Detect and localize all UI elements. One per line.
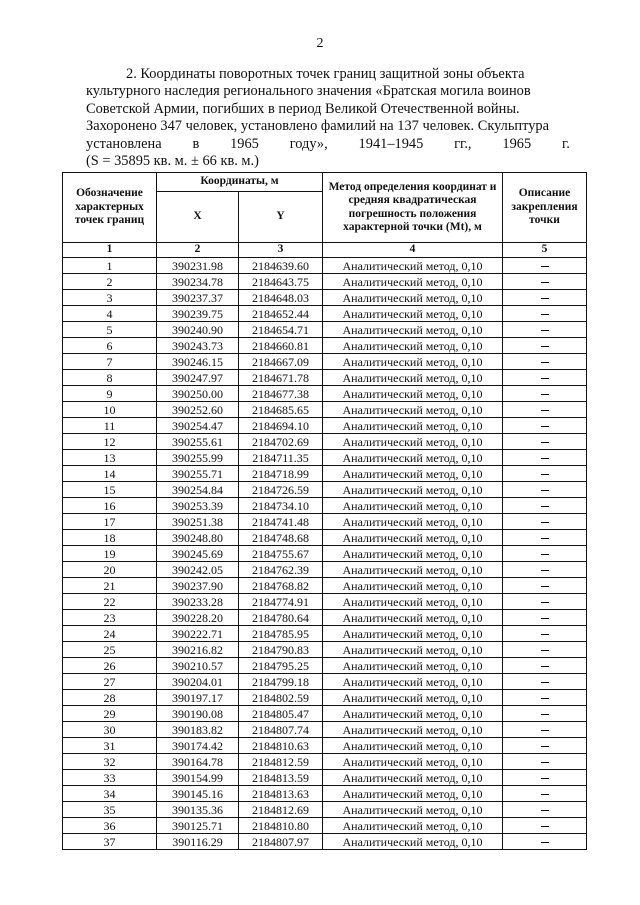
cell-method: Аналитический метод, 0,10 (323, 594, 503, 610)
dash-icon (541, 426, 549, 427)
dash-icon (541, 730, 549, 731)
cell-method: Аналитический метод, 0,10 (323, 466, 503, 482)
dash-icon (541, 394, 549, 395)
cell-x: 390245.69 (157, 546, 239, 562)
cell-x: 390216.82 (157, 642, 239, 658)
cell-description (503, 402, 587, 418)
cell-method: Аналитический метод, 0,10 (323, 482, 503, 498)
cell-y: 2184741.48 (239, 514, 323, 530)
cell-method: Аналитический метод, 0,10 (323, 754, 503, 770)
cell-y: 2184726.59 (239, 482, 323, 498)
table-row (63, 466, 587, 482)
cell-n: 24 (63, 626, 157, 642)
cell-y: 2184768.82 (239, 578, 323, 594)
dash-icon (541, 746, 549, 747)
cell-n: 37 (63, 834, 157, 850)
cell-description (503, 466, 587, 482)
cell-method: Аналитический метод, 0,10 (323, 834, 503, 850)
cell-x: 390233.28 (157, 594, 239, 610)
dash-icon (541, 458, 549, 459)
cell-y: 2184805.47 (239, 706, 323, 722)
cell-n: 29 (63, 706, 157, 722)
header-x: X (157, 192, 239, 243)
dash-icon (541, 474, 549, 475)
column-number: 2 (157, 243, 239, 258)
cell-x: 390174.42 (157, 738, 239, 754)
cell-description (503, 834, 587, 850)
cell-method: Аналитический метод, 0,10 (323, 386, 503, 402)
cell-x: 390116.29 (157, 834, 239, 850)
cell-method: Аналитический метод, 0,10 (323, 626, 503, 642)
cell-description (503, 738, 587, 754)
cell-description (503, 530, 587, 546)
cell-description (503, 514, 587, 530)
cell-n: 13 (63, 450, 157, 466)
intro-line-justified (86, 136, 570, 153)
cell-x: 390239.75 (157, 306, 239, 322)
cell-n: 17 (63, 514, 157, 530)
table-row (63, 754, 587, 770)
cell-x: 390255.71 (157, 466, 239, 482)
table-row (63, 626, 587, 642)
dash-icon (541, 586, 549, 587)
dash-icon (541, 362, 549, 363)
dash-icon (541, 650, 549, 651)
cell-x: 390154.99 (157, 770, 239, 786)
page-number: 2 (316, 36, 324, 51)
cell-description (503, 434, 587, 450)
cell-description (503, 770, 587, 786)
cell-n: 3 (63, 290, 157, 306)
cell-description (503, 274, 587, 290)
cell-y: 2184812.69 (239, 802, 323, 818)
cell-method: Аналитический метод, 0,10 (323, 370, 503, 386)
intro-word: гг., (454, 135, 472, 152)
cell-description (503, 802, 587, 818)
table-row (63, 530, 587, 546)
cell-n: 14 (63, 466, 157, 482)
dash-icon (541, 410, 549, 411)
cell-y: 2184755.67 (239, 546, 323, 562)
cell-y: 2184694.10 (239, 418, 323, 434)
cell-method: Аналитический метод, 0,10 (323, 530, 503, 546)
cell-y: 2184785.95 (239, 626, 323, 642)
cell-x: 390242.05 (157, 562, 239, 578)
cell-method: Аналитический метод, 0,10 (323, 738, 503, 754)
cell-description (503, 594, 587, 610)
cell-description (503, 290, 587, 306)
table-row (63, 258, 587, 274)
cell-n: 9 (63, 386, 157, 402)
cell-n: 20 (63, 562, 157, 578)
intro-word: установлена (86, 135, 162, 152)
cell-method: Аналитический метод, 0,10 (323, 290, 503, 306)
cell-method: Аналитический метод, 0,10 (323, 722, 503, 738)
dash-icon (541, 794, 549, 795)
cell-description (503, 498, 587, 514)
cell-y: 2184780.64 (239, 610, 323, 626)
dash-icon (541, 714, 549, 715)
table-row (63, 802, 587, 818)
cell-y: 2184813.63 (239, 786, 323, 802)
table-row (63, 786, 587, 802)
table-row (63, 498, 587, 514)
coordinates-table (62, 172, 587, 850)
cell-y: 2184718.99 (239, 466, 323, 482)
table-row (63, 594, 587, 610)
table-row (63, 450, 587, 466)
table-row (63, 370, 587, 386)
table-row (63, 674, 587, 690)
cell-description (503, 610, 587, 626)
cell-x: 390125.71 (157, 818, 239, 834)
cell-x: 390255.99 (157, 450, 239, 466)
dash-icon (541, 538, 549, 539)
dash-icon (541, 762, 549, 763)
table-row (63, 418, 587, 434)
table-row (63, 642, 587, 658)
dash-icon (541, 506, 549, 507)
cell-method: Аналитический метод, 0,10 (323, 674, 503, 690)
dash-icon (541, 602, 549, 603)
cell-n: 22 (63, 594, 157, 610)
cell-n: 18 (63, 530, 157, 546)
cell-y: 2184677.38 (239, 386, 323, 402)
cell-description (503, 418, 587, 434)
header-coords: Координаты, м (157, 173, 323, 192)
cell-n: 8 (63, 370, 157, 386)
column-number: 1 (63, 243, 157, 258)
cell-method: Аналитический метод, 0,10 (323, 434, 503, 450)
cell-x: 390228.20 (157, 610, 239, 626)
cell-n: 23 (63, 610, 157, 626)
cell-x: 390231.98 (157, 258, 239, 274)
cell-y: 2184807.74 (239, 722, 323, 738)
dash-icon (541, 346, 549, 347)
cell-description (503, 642, 587, 658)
table-row (63, 722, 587, 738)
intro-word: в (192, 135, 200, 152)
cell-method: Аналитический метод, 0,10 (323, 706, 503, 722)
cell-x: 390243.73 (157, 338, 239, 354)
cell-method: Аналитический метод, 0,10 (323, 802, 503, 818)
cell-y: 2184813.59 (239, 770, 323, 786)
cell-n: 26 (63, 658, 157, 674)
table-row (63, 386, 587, 402)
table-row (63, 482, 587, 498)
dash-icon (541, 330, 549, 331)
cell-n: 36 (63, 818, 157, 834)
cell-y: 2184652.44 (239, 306, 323, 322)
cell-method: Аналитический метод, 0,10 (323, 658, 503, 674)
cell-y: 2184702.69 (239, 434, 323, 450)
cell-y: 2184810.80 (239, 818, 323, 834)
cell-n: 35 (63, 802, 157, 818)
intro-line: культурного наследия регионального значения «Братская могила воинов (86, 83, 531, 100)
cell-method: Аналитический метод, 0,10 (323, 642, 503, 658)
dash-icon (541, 698, 549, 699)
header-point: Обозначение характерных точек границ (63, 173, 157, 243)
cell-x: 390164.78 (157, 754, 239, 770)
table-row (63, 274, 587, 290)
cell-method: Аналитический метод, 0,10 (323, 418, 503, 434)
dash-icon (541, 282, 549, 283)
cell-method: Аналитический метод, 0,10 (323, 498, 503, 514)
column-number: 4 (323, 243, 503, 258)
cell-n: 6 (63, 338, 157, 354)
cell-y: 2184795.25 (239, 658, 323, 674)
cell-n: 19 (63, 546, 157, 562)
intro-line: Захоронено 347 человек, установлено фамилий на 137 человек. Скульптура (86, 118, 550, 135)
cell-y: 2184667.09 (239, 354, 323, 370)
column-number: 5 (503, 243, 587, 258)
cell-x: 390204.01 (157, 674, 239, 690)
cell-x: 390190.08 (157, 706, 239, 722)
cell-x: 390250.00 (157, 386, 239, 402)
intro-paragraph (86, 66, 570, 170)
cell-n: 16 (63, 498, 157, 514)
cell-y: 2184639.60 (239, 258, 323, 274)
cell-method: Аналитический метод, 0,10 (323, 610, 503, 626)
cell-y: 2184711.35 (239, 450, 323, 466)
cell-method: Аналитический метод, 0,10 (323, 770, 503, 786)
table-row (63, 322, 587, 338)
cell-n: 34 (63, 786, 157, 802)
cell-method: Аналитический метод, 0,10 (323, 690, 503, 706)
cell-x: 390254.47 (157, 418, 239, 434)
cell-n: 5 (63, 322, 157, 338)
dash-icon (541, 666, 549, 667)
table-row (63, 834, 587, 850)
dash-icon (541, 810, 549, 811)
cell-n: 4 (63, 306, 157, 322)
dash-icon (541, 842, 549, 843)
dash-icon (541, 314, 549, 315)
cell-y: 2184660.81 (239, 338, 323, 354)
cell-y: 2184799.18 (239, 674, 323, 690)
cell-n: 31 (63, 738, 157, 754)
table-row (63, 706, 587, 722)
cell-y: 2184812.59 (239, 754, 323, 770)
cell-method: Аналитический метод, 0,10 (323, 322, 503, 338)
cell-x: 390222.71 (157, 626, 239, 642)
cell-method: Аналитический метод, 0,10 (323, 258, 503, 274)
cell-x: 390253.39 (157, 498, 239, 514)
cell-description (503, 690, 587, 706)
dash-icon (541, 378, 549, 379)
cell-method: Аналитический метод, 0,10 (323, 274, 503, 290)
intro-word: 1965 (230, 135, 259, 152)
cell-x: 390252.60 (157, 402, 239, 418)
dash-icon (541, 826, 549, 827)
cell-x: 390240.90 (157, 322, 239, 338)
cell-description (503, 722, 587, 738)
dash-icon (541, 554, 549, 555)
table-row (63, 738, 587, 754)
cell-y: 2184734.10 (239, 498, 323, 514)
dash-icon (541, 266, 549, 267)
cell-n: 32 (63, 754, 157, 770)
intro-line: 2. Координаты поворотных точек границ защитной зоны объекта (126, 66, 525, 82)
dash-icon (541, 442, 549, 443)
cell-n: 27 (63, 674, 157, 690)
cell-n: 2 (63, 274, 157, 290)
column-number: 3 (239, 243, 323, 258)
cell-x: 390237.90 (157, 578, 239, 594)
cell-description (503, 818, 587, 834)
table-row (63, 434, 587, 450)
cell-x: 390255.61 (157, 434, 239, 450)
cell-y: 2184774.91 (239, 594, 323, 610)
table-row (63, 306, 587, 322)
cell-description (503, 754, 587, 770)
cell-method: Аналитический метод, 0,10 (323, 578, 503, 594)
dash-icon (541, 570, 549, 571)
cell-x: 390135.36 (157, 802, 239, 818)
cell-description (503, 482, 587, 498)
cell-method: Аналитический метод, 0,10 (323, 786, 503, 802)
cell-x: 390254.84 (157, 482, 239, 498)
cell-method: Аналитический метод, 0,10 (323, 546, 503, 562)
cell-n: 7 (63, 354, 157, 370)
cell-x: 390248.80 (157, 530, 239, 546)
cell-y: 2184685.65 (239, 402, 323, 418)
cell-x: 390183.82 (157, 722, 239, 738)
cell-description (503, 578, 587, 594)
cell-x: 390210.57 (157, 658, 239, 674)
table-row (63, 354, 587, 370)
cell-method: Аналитический метод, 0,10 (323, 514, 503, 530)
cell-description (503, 306, 587, 322)
table-row (63, 658, 587, 674)
cell-method: Аналитический метод, 0,10 (323, 338, 503, 354)
cell-n: 15 (63, 482, 157, 498)
table-row (63, 546, 587, 562)
cell-x: 390197.17 (157, 690, 239, 706)
dash-icon (541, 490, 549, 491)
cell-x: 390247.97 (157, 370, 239, 386)
cell-description (503, 706, 587, 722)
cell-y: 2184654.71 (239, 322, 323, 338)
table-row (63, 338, 587, 354)
cell-description (503, 322, 587, 338)
cell-description (503, 658, 587, 674)
header-description: Описание закрепления точки (503, 173, 587, 243)
cell-description (503, 450, 587, 466)
cell-description (503, 370, 587, 386)
cell-n: 25 (63, 642, 157, 658)
cell-description (503, 546, 587, 562)
cell-method: Аналитический метод, 0,10 (323, 306, 503, 322)
cell-method: Аналитический метод, 0,10 (323, 450, 503, 466)
cell-description (503, 562, 587, 578)
cell-description (503, 386, 587, 402)
dash-icon (541, 298, 549, 299)
cell-n: 21 (63, 578, 157, 594)
cell-n: 10 (63, 402, 157, 418)
table-row (63, 818, 587, 834)
cell-description (503, 338, 587, 354)
header-y: Y (239, 192, 323, 243)
dash-icon (541, 634, 549, 635)
table-row (63, 290, 587, 306)
cell-y: 2184643.75 (239, 274, 323, 290)
intro-word: году», (289, 135, 328, 152)
cell-y: 2184648.03 (239, 290, 323, 306)
cell-description (503, 674, 587, 690)
cell-method: Аналитический метод, 0,10 (323, 354, 503, 370)
cell-y: 2184748.68 (239, 530, 323, 546)
header-method: Метод определения координат и средняя квадратическая погрешность положения характерной точки (Mt), м (323, 173, 503, 243)
cell-n: 33 (63, 770, 157, 786)
cell-x: 390246.15 (157, 354, 239, 370)
intro-word: г. (562, 135, 570, 152)
dash-icon (541, 618, 549, 619)
intro-line: Советской Армии, погибших в период Великой Отечественной войны. (86, 100, 520, 117)
cell-description (503, 626, 587, 642)
cell-description (503, 258, 587, 274)
cell-x: 390251.38 (157, 514, 239, 530)
table-row (63, 402, 587, 418)
cell-y: 2184810.63 (239, 738, 323, 754)
cell-method: Аналитический метод, 0,10 (323, 562, 503, 578)
table-row (63, 610, 587, 626)
cell-y: 2184802.59 (239, 690, 323, 706)
cell-method: Аналитический метод, 0,10 (323, 818, 503, 834)
cell-y: 2184790.83 (239, 642, 323, 658)
cell-description (503, 354, 587, 370)
table-row (63, 578, 587, 594)
cell-n: 1 (63, 258, 157, 274)
cell-n: 12 (63, 434, 157, 450)
cell-n: 30 (63, 722, 157, 738)
intro-word: 1965 (502, 135, 532, 152)
cell-method: Аналитический метод, 0,10 (323, 402, 503, 418)
cell-y: 2184671.78 (239, 370, 323, 386)
intro-word: 1941–1945 (358, 135, 424, 152)
cell-description (503, 786, 587, 802)
cell-n: 28 (63, 690, 157, 706)
cell-x: 390237.37 (157, 290, 239, 306)
dash-icon (541, 522, 549, 523)
table-row (63, 514, 587, 530)
table-row (63, 690, 587, 706)
cell-y: 2184807.97 (239, 834, 323, 850)
cell-x: 390145.16 (157, 786, 239, 802)
cell-x: 390234.78 (157, 274, 239, 290)
cell-n: 11 (63, 418, 157, 434)
dash-icon (541, 682, 549, 683)
table-row (63, 562, 587, 578)
intro-area: (S = 35895 кв. м. ± 66 кв. м.) (86, 153, 259, 170)
dash-icon (541, 778, 549, 779)
table-row (63, 770, 587, 786)
cell-y: 2184762.39 (239, 562, 323, 578)
